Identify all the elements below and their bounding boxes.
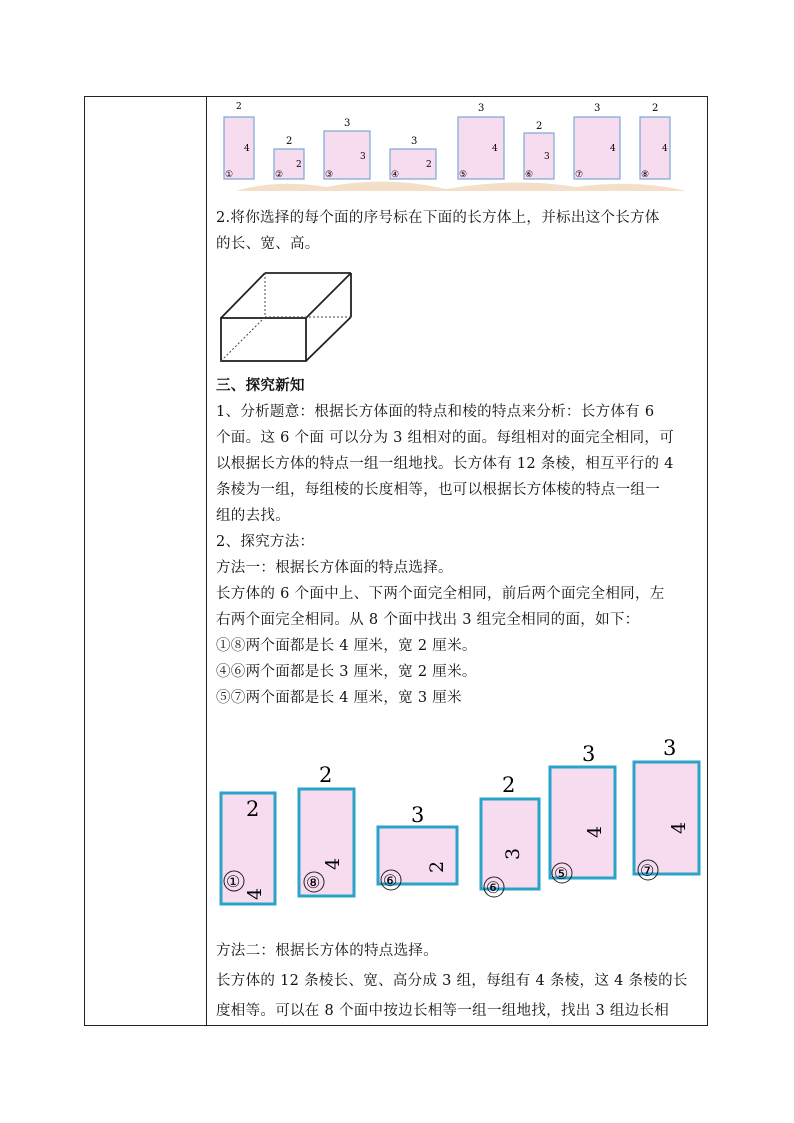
lesson-table [84, 96, 708, 1026]
face-3-label: ③ [325, 170, 334, 180]
pair-face-6-side: 3 [502, 847, 524, 860]
pair-face-6 [481, 799, 539, 889]
cuboid-figure [217, 269, 357, 365]
pair-line-1: ①⑧两个面都是长 4 厘米，宽 2 厘米。 [216, 638, 477, 654]
pair-face-4-label: ⑥ [383, 871, 398, 890]
face-4-label: ④ [391, 170, 400, 180]
face-6-top: 2 [536, 121, 543, 132]
pair-faces-figure [216, 727, 706, 912]
pair-face-8-label: ⑧ [306, 873, 321, 892]
pair-face-5 [550, 767, 615, 878]
face-7-label: ⑦ [575, 170, 584, 180]
face-1-top: 2 [236, 102, 242, 112]
pair-face-8-top: 2 [319, 763, 333, 787]
face-7-side: 4 [610, 144, 616, 154]
pair-line-2: ④⑥两个面都是长 3 厘米，宽 2 厘米。 [216, 664, 477, 680]
pair-face-7-side: 4 [668, 821, 690, 834]
face-4-top: 3 [411, 136, 418, 147]
instruction-line-2: 的长、宽、高。 [216, 236, 320, 252]
pair-face-1-label: ① [226, 872, 241, 891]
pair-face-7-label: ⑦ [640, 861, 655, 880]
face-1-label: ① [225, 170, 234, 180]
analysis-line-5: 组的去找。 [216, 508, 290, 524]
pair-face-6-label: ⑥ [486, 878, 501, 897]
pair-face-7 [634, 762, 699, 874]
method1-text-1: 长方体的 6 个面中上、下两个面完全相同，前后两个面完全相同，左 [216, 586, 665, 602]
pair-face-5-label: ⑤ [554, 864, 569, 883]
face-6-label: ⑥ [525, 170, 534, 180]
pair-face-1-top: 2 [246, 797, 260, 821]
section-heading: 三、探究新知 [216, 377, 305, 394]
face-2-top: 2 [286, 136, 293, 147]
face-5-label: ⑤ [459, 170, 468, 180]
analysis-line-1: 1、分析题意：根据长方体面的特点和棱的特点来分析：长方体有 6 [216, 404, 655, 420]
method1-text-2: 右两个面完全相同。从 8 个面中找出 3 组完全相同的面，如下： [216, 612, 640, 628]
eight-faces-figure [216, 99, 700, 195]
face-5-top: 3 [478, 103, 485, 114]
pair-face-4-side: 2 [426, 860, 448, 873]
face-7-top: 3 [594, 103, 601, 114]
pair-face-4-top: 3 [411, 803, 425, 827]
face-6-side: 3 [544, 152, 550, 162]
pair-face-7-top: 3 [663, 736, 677, 760]
pair-line-3: ⑤⑦两个面都是长 4 厘米，宽 3 厘米 [216, 690, 462, 706]
face-2-label: ② [275, 170, 284, 180]
method-title: 2、探究方法： [216, 534, 315, 550]
analysis-line-3: 以根据长方体的特点一组一组地找。长方体有 12 条棱，相互平行的 4 [216, 456, 674, 472]
pair-face-5-top: 3 [582, 742, 596, 766]
method1-title: 方法一：根据长方体面的特点选择。 [216, 560, 453, 576]
pair-face-1-side: 4 [244, 887, 266, 900]
face-8-label: ⑧ [641, 170, 650, 180]
face-3-top: 3 [344, 118, 351, 129]
content-cell [207, 97, 707, 1025]
instruction-line-1: 2.将你选择的每个面的序号标在下面的长方体上，并标出这个长方体 [216, 210, 660, 226]
pair-face-6-top: 2 [502, 773, 516, 797]
pair-face-8-side: 4 [322, 857, 344, 870]
analysis-line-2: 个面。这 6 个面 可以分为 3 组相对的面。每组相对的面完全相同，可 [216, 430, 674, 446]
analysis-line-4: 条棱为一组，每组棱的长度相等，也可以根据长方体棱的特点一组一 [216, 482, 660, 498]
face-1-side: 4 [244, 144, 250, 154]
face-8-top: 2 [652, 103, 659, 114]
face-8-side: 4 [662, 144, 668, 154]
sand-decoration [236, 181, 686, 191]
pair-face-5-side: 4 [584, 825, 606, 838]
face-4-side: 2 [426, 160, 432, 170]
method2-title: 方法二：根据长方体的特点选择。 [216, 943, 438, 959]
face-2-side: 2 [296, 160, 302, 170]
face-5-side: 4 [492, 144, 498, 154]
method2-text-1: 长方体的 12 条棱长、宽、高分成 3 组，每组有 4 条棱，这 4 条棱的长 [216, 973, 688, 989]
method2-text-2: 度相等。可以在 8 个面中按边长相等一组一组地找，找出 3 组边长相 [216, 1003, 670, 1019]
face-3-side: 3 [360, 152, 366, 162]
